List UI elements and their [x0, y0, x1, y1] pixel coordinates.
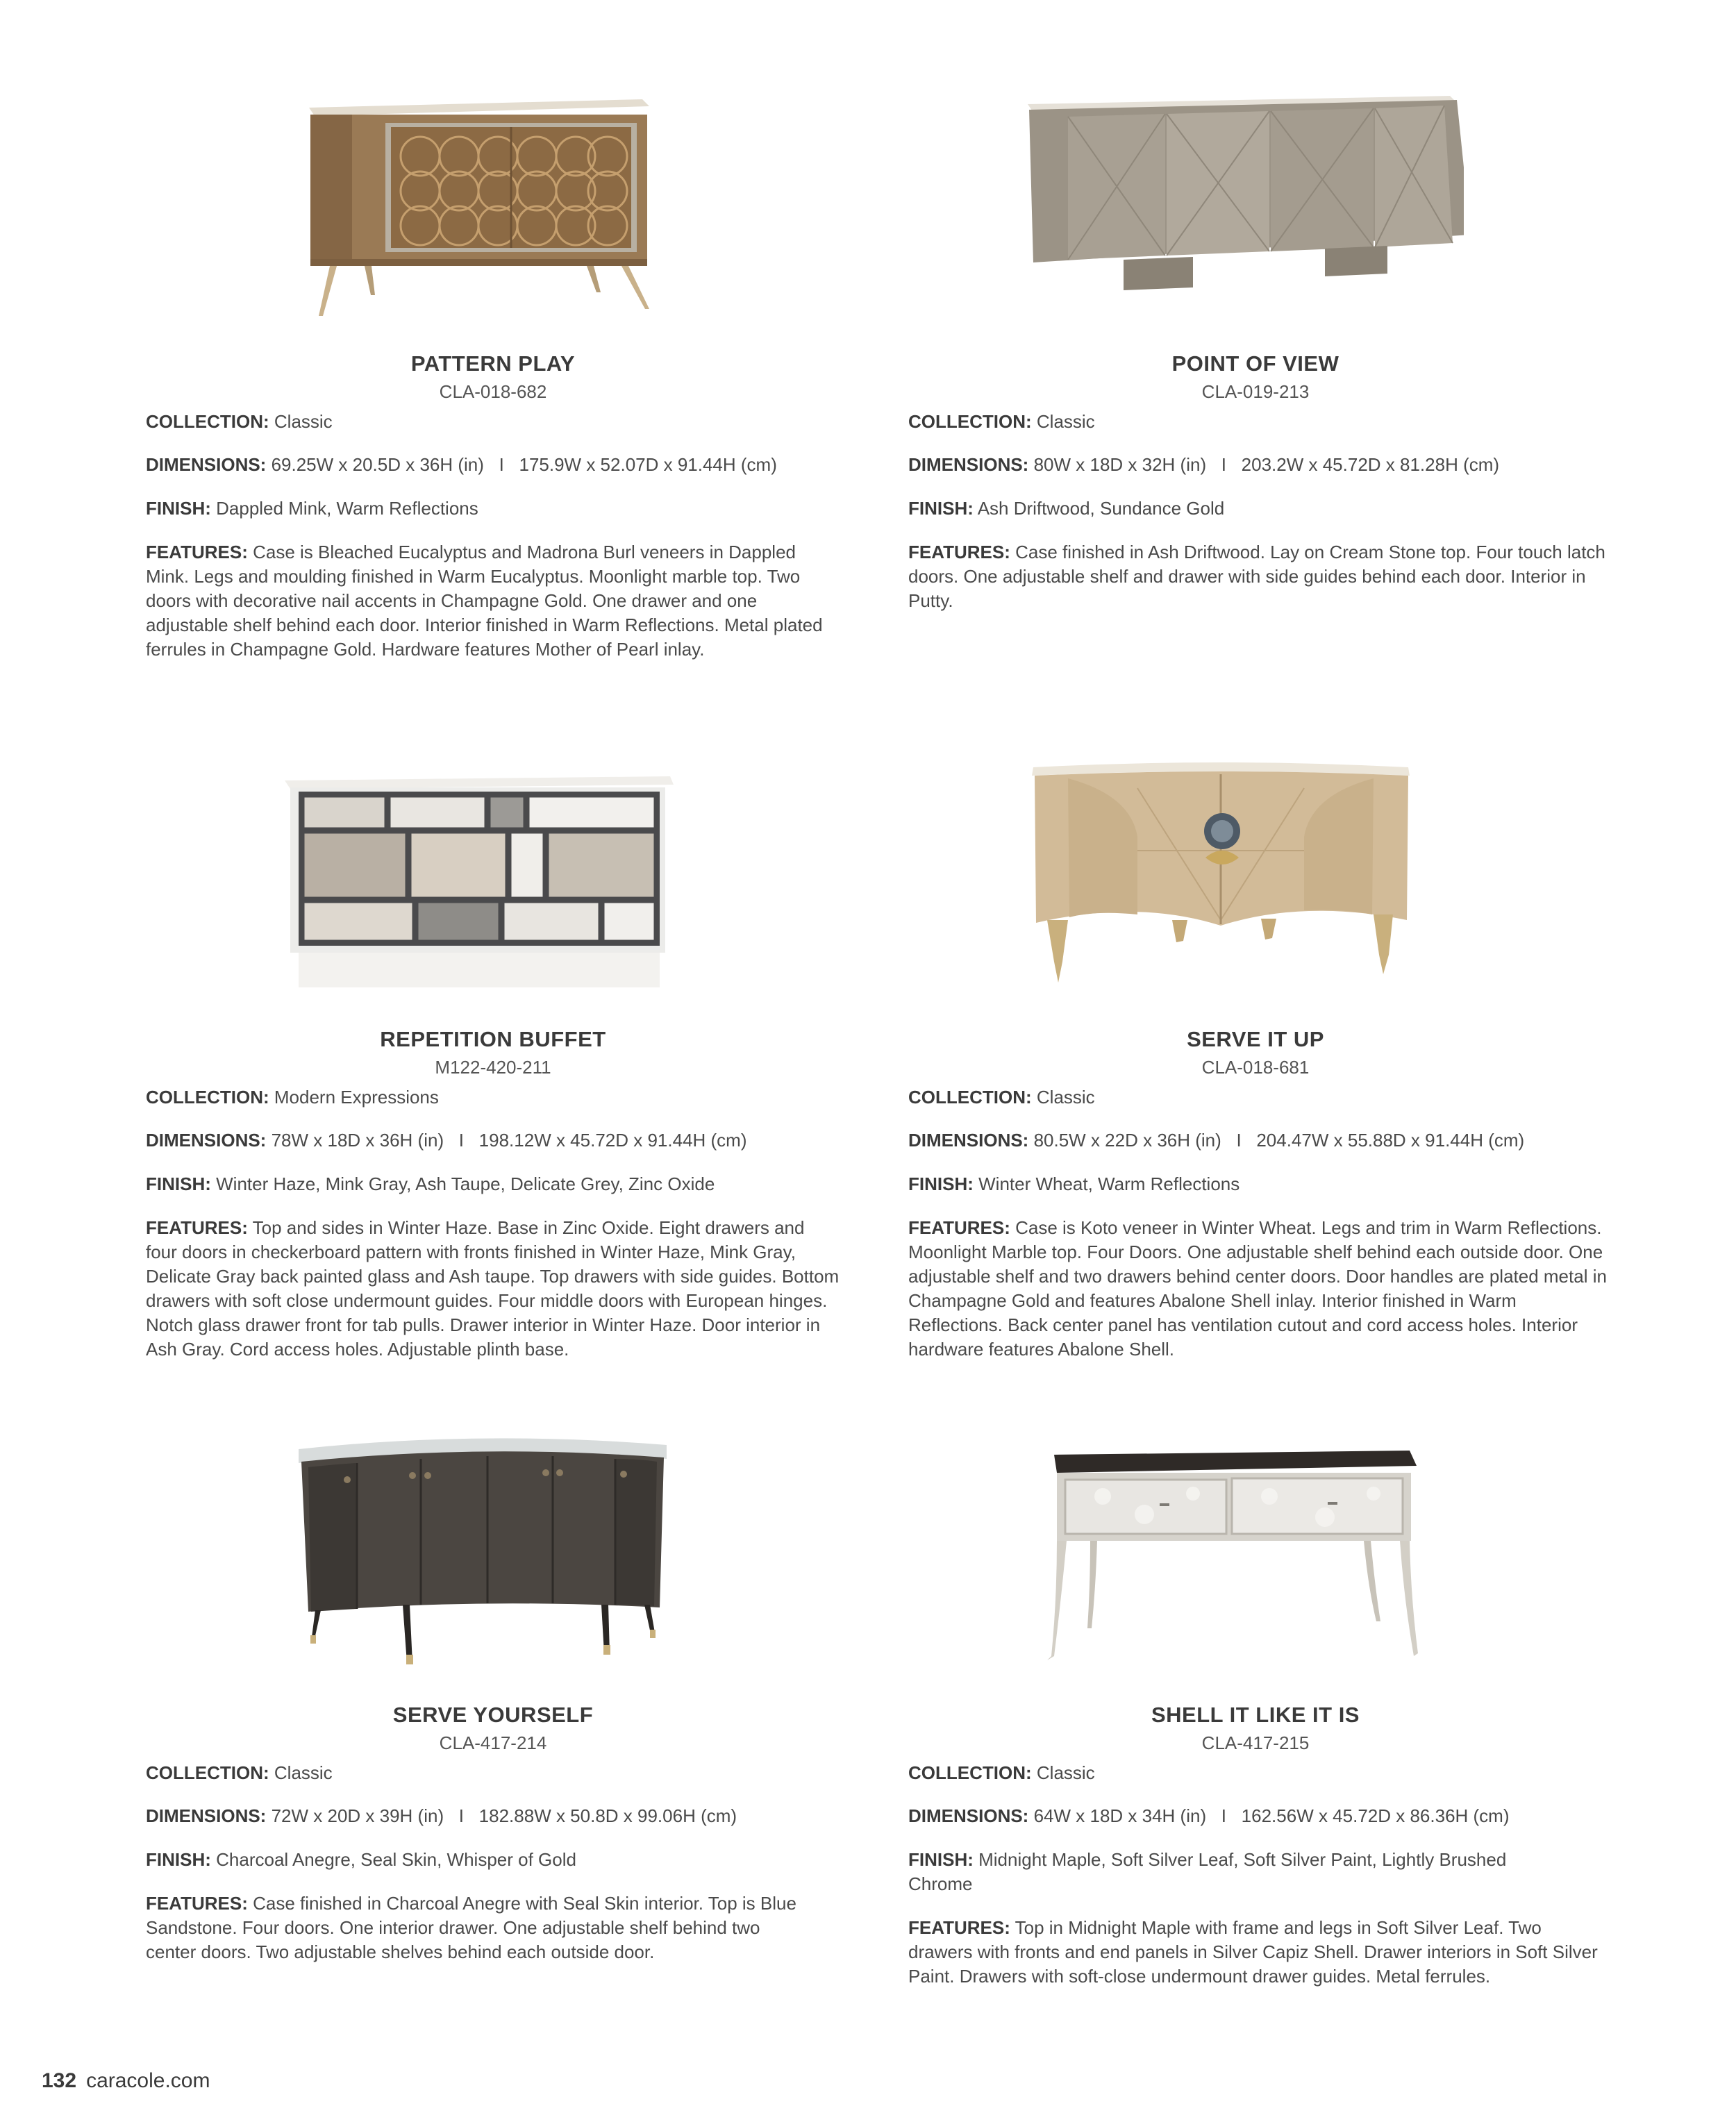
- product-dimensions: [908, 1804, 1603, 1828]
- features-label: FEATURES:: [146, 1893, 248, 1914]
- product-dimensions: [908, 1128, 1603, 1153]
- finish-value: Winter Haze, Mink Gray, Ash Taupe, Delicate Grey, Zinc Oxide: [216, 1173, 715, 1194]
- product-image-repetition-buffet: [285, 771, 674, 993]
- product-title: PATTERN PLAY: [410, 351, 576, 376]
- finish-label: FINISH:: [908, 1173, 974, 1194]
- dimensions-label: DIMENSIONS:: [908, 454, 1029, 475]
- collection-value: Classic: [274, 1762, 333, 1783]
- features-value: Case is Koto veneer in Winter Wheat. Legs and trim in Warm Reflections. Moonlight Marble top. Four Doors. One adjustable shelf behind each outside door. One adjustable shelf and two drawers behind center doors. Door handles are plated metal in Champagne Gold and features Abalone Shell inlay. Interior finished in Warm Reflections. Back center panel has ventilation cutout and cord access holes. Interior hardware features Abalone Shell.: [908, 1217, 1607, 1360]
- features-value: Top and sides in Winter Haze. Base in Zinc Oxide. Eight drawers and four doors in checkerboard pattern with fronts finished in Winter Haze, Mink Gray, Delicate Gray back painted glass and Ash taupe. Top drawers with side guides. Bottom drawers with soft close undermount guides. Four middle doors with European hinges. Notch glass drawer front for tab pulls. Drawer interior in Winter Haze. Door interior in Ash Gray. Cord access holes. Adjustable plinth base.: [146, 1217, 840, 1360]
- product-features: [908, 1216, 1610, 1362]
- collection-label: COLLECTION:: [146, 1087, 269, 1108]
- product-dimensions: [146, 1128, 840, 1153]
- features-label: FEATURES:: [146, 1217, 248, 1238]
- product-finish: [146, 1848, 840, 1872]
- finish-value: Dappled Mink, Warm Reflections: [216, 498, 478, 519]
- collection-value: Classic: [274, 411, 333, 432]
- dimensions-label: DIMENSIONS:: [908, 1805, 1029, 1826]
- finish-label: FINISH:: [908, 1849, 974, 1870]
- product-sku: CLA-018-682: [439, 381, 547, 402]
- product-finish: [908, 1172, 1603, 1196]
- product-features: [908, 540, 1617, 613]
- dimensions-label: DIMENSIONS:: [146, 1130, 267, 1151]
- product-image-shell-it-like-it-is: [1047, 1448, 1422, 1684]
- features-value: Case finished in Charcoal Anegre with Seal Skin interior. Top is Blue Sandstone. Four doors. One interior drawer. One adjustable shelf behind two center doors. Two adjustable shelves behind each outside door.: [146, 1893, 796, 1962]
- collection-label: COLLECTION:: [146, 1762, 269, 1783]
- dimensions-value: 64W x 18D x 34H (in) I 162.56W x 45.72D x 86.36H (cm): [1033, 1805, 1510, 1826]
- product-title: SHELL IT LIKE IT IS: [1151, 1703, 1360, 1727]
- product-image-pattern-play: [302, 87, 663, 323]
- product-image-point-of-view: [1019, 89, 1464, 318]
- product-sku: CLA-417-215: [1201, 1732, 1310, 1753]
- product-title: SERVE YOURSELF: [392, 1703, 594, 1727]
- dimensions-value: 69.25W x 20.5D x 36H (in) I 175.9W x 52.07D x 91.44H (cm): [271, 454, 777, 475]
- collection-label: COLLECTION:: [146, 411, 269, 432]
- product-dimensions: [908, 453, 1603, 477]
- finish-value: Winter Wheat, Warm Reflections: [978, 1173, 1240, 1194]
- product-dimensions: [146, 1804, 840, 1828]
- dimensions-value: 80W x 18D x 32H (in) I 203.2W x 45.72D x 81.28H (cm): [1033, 454, 1500, 475]
- finish-value: Charcoal Anegre, Seal Skin, Whisper of Gold: [216, 1849, 576, 1870]
- collection-value: Classic: [1036, 1087, 1095, 1108]
- features-label: FEATURES:: [908, 1217, 1010, 1238]
- product-dimensions: [146, 453, 840, 477]
- product-sku: M122-420-211: [435, 1057, 551, 1078]
- product-title: POINT OF VIEW: [1171, 351, 1339, 376]
- product-features: [146, 540, 830, 662]
- features-label: FEATURES:: [146, 542, 248, 562]
- page-number: 132: [42, 2069, 77, 2092]
- finish-label: FINISH:: [146, 1849, 211, 1870]
- product-features: [908, 1916, 1603, 1989]
- finish-label: FINISH:: [146, 498, 211, 519]
- product-finish: [146, 1172, 840, 1196]
- page-footer: [42, 2069, 210, 2093]
- product-title: SERVE IT UP: [1187, 1027, 1324, 1051]
- product-features: [146, 1216, 840, 1362]
- product-collection: [146, 410, 840, 434]
- collection-value: Classic: [1036, 1762, 1095, 1783]
- collection-label: COLLECTION:: [908, 411, 1032, 432]
- dimensions-value: 78W x 18D x 36H (in) I 198.12W x 45.72D x 91.44H (cm): [271, 1130, 747, 1151]
- product-collection: [908, 1761, 1603, 1785]
- dimensions-label: DIMENSIONS:: [146, 1805, 267, 1826]
- finish-value: Ash Driftwood, Sundance Gold: [977, 498, 1225, 519]
- dimensions-value: 80.5W x 22D x 36H (in) I 204.47W x 55.88D x 91.44H (cm): [1033, 1130, 1525, 1151]
- product-collection: [908, 1085, 1603, 1110]
- features-value: Top in Midnight Maple with frame and legs in Soft Silver Leaf. Two drawers with fronts and end panels in Silver Capiz Shell. Drawer interiors in Soft Silver Paint. Drawers with soft-close undermount drawer guides. Metal ferrules.: [908, 1917, 1598, 1987]
- finish-label: FINISH:: [908, 498, 974, 519]
- features-value: Case finished in Ash Driftwood. Lay on Cream Stone top. Four touch latch doors. One adjustable shelf and drawer with side guides behind each door. Interior in Putty.: [908, 542, 1605, 611]
- dimensions-label: DIMENSIONS:: [908, 1130, 1029, 1151]
- product-image-serve-it-up: [1026, 753, 1415, 996]
- product-sku: CLA-417-214: [439, 1732, 547, 1753]
- product-sku: CLA-019-213: [1201, 381, 1310, 402]
- collection-label: COLLECTION:: [908, 1762, 1032, 1783]
- collection-value: Classic: [1036, 411, 1095, 432]
- product-collection: [146, 1085, 840, 1110]
- finish-value: Midnight Maple, Soft Silver Leaf, Soft Silver Paint, Lightly Brushed Chrome: [908, 1849, 1507, 1894]
- features-label: FEATURES:: [908, 542, 1010, 562]
- product-collection: [146, 1761, 840, 1785]
- collection-label: COLLECTION:: [908, 1087, 1032, 1108]
- dimensions-label: DIMENSIONS:: [146, 454, 267, 475]
- features-value: Case is Bleached Eucalyptus and Madrona Burl veneers in Dappled Mink. Legs and moulding finished in Warm Eucalyptus. Moonlight marble top. Two doors with decorative nail accents in Champagne Gold. One drawer and one adjustable shelf behind each door. Interior finished in Warm Reflections. Metal plated ferrules in Champagne Gold. Hardware features Mother of Pearl inlay.: [146, 542, 823, 660]
- dimensions-value: 72W x 20D x 39H (in) I 182.88W x 50.8D x 99.06H (cm): [271, 1805, 737, 1826]
- product-sku: CLA-018-681: [1201, 1057, 1310, 1078]
- product-finish: [146, 496, 840, 521]
- finish-label: FINISH:: [146, 1173, 211, 1194]
- product-finish: [908, 1848, 1575, 1896]
- product-image-serve-yourself: [299, 1434, 674, 1684]
- product-title: REPETITION BUFFET: [380, 1027, 606, 1051]
- website-link[interactable]: caracole.com: [86, 2069, 210, 2092]
- features-label: FEATURES:: [908, 1917, 1010, 1938]
- collection-value: Modern Expressions: [274, 1087, 439, 1108]
- product-finish: [908, 496, 1603, 521]
- product-features: [146, 1891, 806, 1964]
- product-collection: [908, 410, 1603, 434]
